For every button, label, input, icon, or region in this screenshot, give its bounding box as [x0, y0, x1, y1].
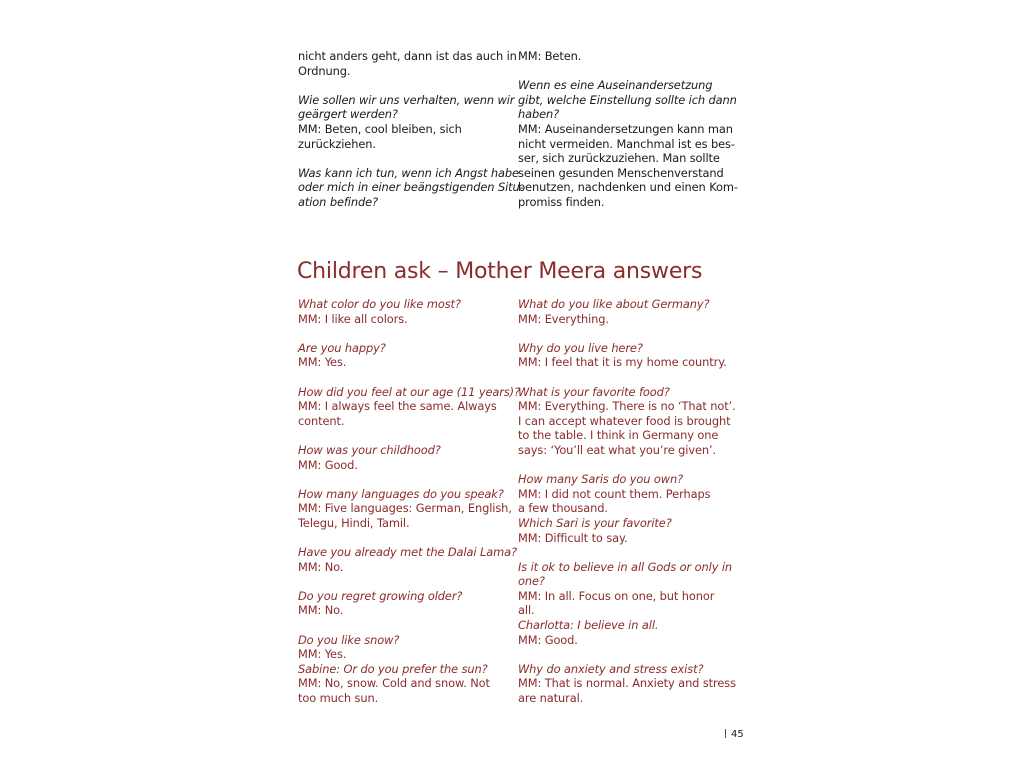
question-line: Sabine: Or do you prefer the sun?	[298, 661, 488, 676]
text-block	[518, 297, 730, 326]
answer-line: MM: Difficult to say.	[518, 530, 628, 545]
question-line: gibt, welche Einstellung sollte ich dann	[518, 92, 737, 107]
answer-line: MM: Beten.	[518, 49, 582, 63]
answer-line: MM: No, snow. Cold and snow. Not	[298, 676, 490, 691]
answer-line: too much sun.	[298, 691, 379, 706]
question-line: Have you already met the Dalai Lama?	[298, 545, 517, 560]
section-heading: Children ask – Mother Meera answers	[297, 259, 703, 284]
text-block	[298, 165, 524, 210]
qa-left-column	[298, 297, 520, 706]
text-block	[298, 341, 510, 370]
answer-line: to the table. I think in Germany one	[518, 428, 719, 443]
text-block	[298, 49, 517, 78]
question-line: What color do you like most?	[298, 297, 461, 311]
text-block	[518, 78, 738, 209]
text-block	[298, 443, 510, 472]
answer-line: MM: I like all colors.	[298, 311, 408, 326]
text-block	[298, 589, 510, 618]
answer-line: a few thousand.	[518, 501, 608, 516]
answer-line: MM: No.	[298, 559, 344, 574]
question-line: geärgert werden?	[298, 107, 398, 122]
answer-line: all.	[518, 603, 535, 618]
answer-line: nicht anders geht, dann ist das auch in	[298, 49, 517, 63]
answer-line: MM: Everything.	[518, 311, 609, 326]
answer-line: MM: No.	[298, 603, 344, 618]
answer-line: MM: Beten, cool bleiben, sich	[298, 121, 462, 136]
question-line: oder mich in einer beängstigenden Situ-	[298, 180, 524, 195]
answer-line: ser, sich zurückzuziehen. Man sollte	[518, 151, 720, 166]
question-line: Wenn es eine Auseinandersetzung	[518, 78, 713, 93]
answer-line: seinen gesunden Menschenverstand	[518, 165, 724, 180]
question-line: Do you like snow?	[298, 632, 400, 647]
text-block	[298, 92, 515, 151]
question-line: Which Sari is your favorite?	[518, 515, 672, 530]
text-block	[518, 472, 730, 545]
answer-line: MM: I feel that it is my home country.	[518, 355, 727, 370]
question-line: Was kann ich tun, wenn ich Angst habe	[298, 165, 519, 180]
answer-line: MM: Everything. There is no ‘That not’.	[518, 399, 736, 414]
answer-line: I can accept whatever food is brought	[518, 413, 731, 428]
question-line: Why do anxiety and stress exist?	[518, 661, 704, 676]
answer-line: content.	[298, 413, 345, 428]
answer-line: are natural.	[518, 691, 584, 706]
answer-line: promiss finden.	[518, 194, 605, 209]
text-block	[518, 341, 730, 370]
answer-line: says: ‘You’ll eat what you’re given’.	[518, 442, 717, 457]
question-line: How was your childhood?	[298, 442, 441, 457]
qa-right-column	[518, 297, 736, 706]
question-line: What is your favorite food?	[518, 384, 670, 399]
answer-line: MM: I did not count them. Perhaps	[518, 486, 711, 501]
answer-line: MM: In all. Focus on one, but honor	[518, 588, 715, 603]
question-line: How many languages do you speak?	[298, 486, 504, 501]
text-block	[518, 661, 736, 706]
question-line: Do you regret growing older?	[298, 588, 463, 603]
question-line: haben?	[518, 107, 560, 122]
text-block	[298, 384, 520, 429]
text-block	[518, 559, 733, 648]
answer-line: MM: Yes.	[298, 647, 347, 662]
answer-line: MM: Good.	[518, 632, 578, 647]
page-number	[725, 729, 744, 740]
answer-line: MM: Auseinandersetzungen kann man	[518, 121, 733, 136]
answer-line: MM: Yes.	[298, 355, 347, 370]
answer-line: MM: That is normal. Anxiety and stress	[518, 676, 736, 691]
answer-line: MM: Five languages: German, English,	[298, 501, 512, 516]
page-number-value: 45	[731, 729, 744, 740]
question-line: What do you like about Germany?	[518, 297, 710, 311]
text-block	[298, 297, 510, 326]
answer-line: nicht vermeiden. Manchmal ist es bes-	[518, 136, 735, 151]
text-block	[298, 487, 510, 531]
question-line: How did you feel at our age (11 years)?	[298, 384, 520, 399]
text-block	[298, 545, 517, 574]
question-line: Are you happy?	[298, 340, 386, 355]
text-block	[298, 633, 510, 706]
text-block	[518, 384, 736, 458]
question-line: Wie sollen wir uns verhalten, wenn wir	[298, 92, 515, 107]
intro-left-column	[298, 49, 524, 210]
question-line: Charlotta: I believe in all.	[518, 618, 659, 633]
question-line: one?	[518, 574, 545, 589]
page-number-divider	[725, 729, 726, 738]
question-line: Is it ok to believe in all Gods or only in	[518, 559, 733, 574]
answer-line: MM: Good.	[298, 457, 358, 472]
question-line: Why do you live here?	[518, 340, 643, 355]
intro-right-column	[518, 49, 738, 210]
question-line: How many Saris do you own?	[518, 472, 684, 487]
answer-line: Ordnung.	[298, 63, 351, 78]
answer-line: zurückziehen.	[298, 136, 376, 151]
answer-line: MM: I always feel the same. Always	[298, 399, 497, 414]
answer-line: benutzen, nachdenken und einen Kom-	[518, 180, 738, 195]
answer-line: Telegu, Hindi, Tamil.	[298, 515, 410, 530]
text-block	[518, 49, 730, 64]
question-line: ation befinde?	[298, 194, 378, 209]
